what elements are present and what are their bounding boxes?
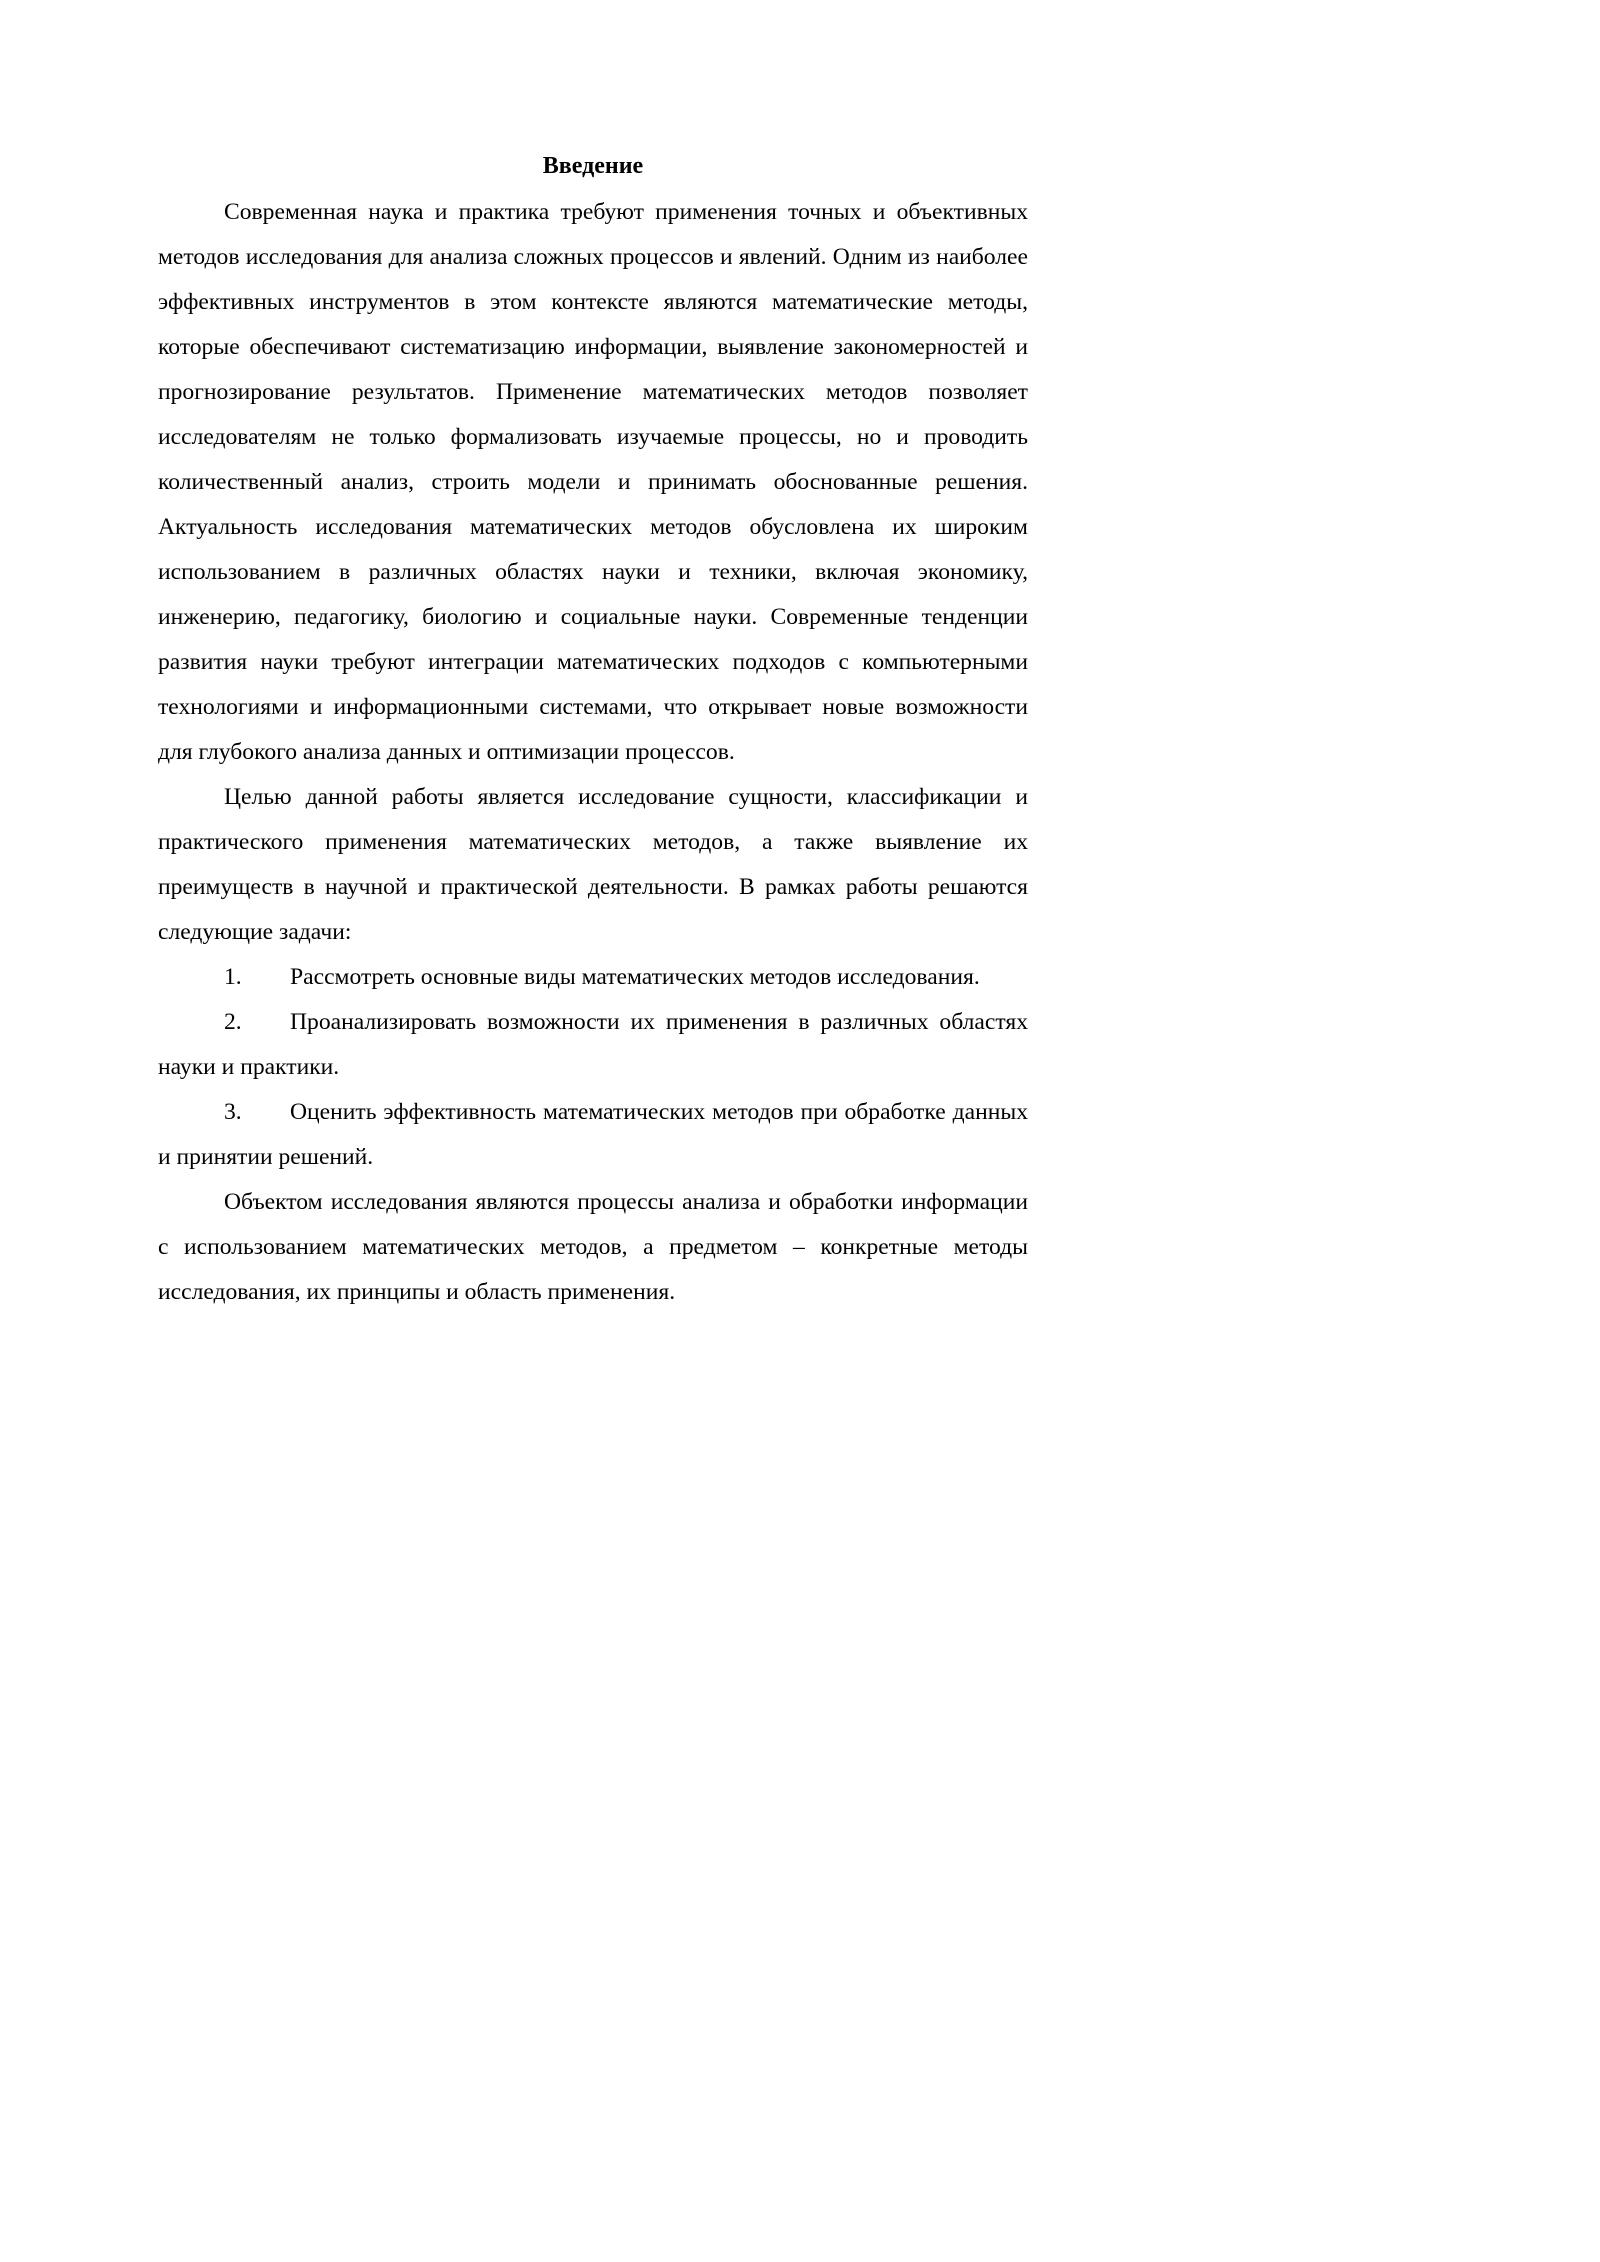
object-subject-paragraph: Объектом исследования являются процессы анализа и обработки информации с использованием математических методов, а предметом – конкретные методы исследования, их принципы и область применения. xyxy=(158,1189,1028,1305)
intro-paragraph: Современная наука и практика требуют применения точных и объективных методов исследования для анализа сложных процессов и явлений. Одним из наиболее эффективных инструментов в этом контексте являются математические методы, которые обеспечивают систематизацию информации, выявление закономерностей и прогнозирование результатов. Применение математических методов позволяет исследователям не только формализовать изучаемые процессы, но и проводить количественный анализ, строить модели и принимать обоснованные решения. Актуальность исследования математических методов обусловлена их широким использованием в различных областях науки и техники, включая экономику, инженерию, педагогику, биологию и социальные науки. Современные тенденции развития науки требуют интеграции математических подходов с компьютерными технологиями и информационными системами, что открывает новые возможности для глубокого анализа данных и оптимизации процессов. xyxy=(158,199,1028,765)
task-number: 2. xyxy=(224,1009,242,1035)
task-item-1 xyxy=(158,955,1028,1000)
task-text: Оценить эффективность математических методов при обработке данных и принятии решений. xyxy=(158,1099,1028,1170)
document-page xyxy=(158,146,1028,1315)
task-text: Рассмотреть основные виды математических методов исследования. xyxy=(290,964,980,990)
task-item-3 xyxy=(158,1090,1028,1180)
task-number: 1. xyxy=(224,964,242,990)
goal-paragraph: Целью данной работы является исследование сущности, классификации и практического применения математических методов, а также выявление их преимуществ в научной и практической деятельности. В рамках работы решаются следующие задачи: xyxy=(158,784,1028,945)
page-title: Введение xyxy=(542,153,644,179)
task-number: 3. xyxy=(224,1099,242,1125)
task-item-2 xyxy=(158,1000,1028,1090)
task-text: Проанализировать возможности их применения в различных областях науки и практики. xyxy=(158,1009,1028,1080)
